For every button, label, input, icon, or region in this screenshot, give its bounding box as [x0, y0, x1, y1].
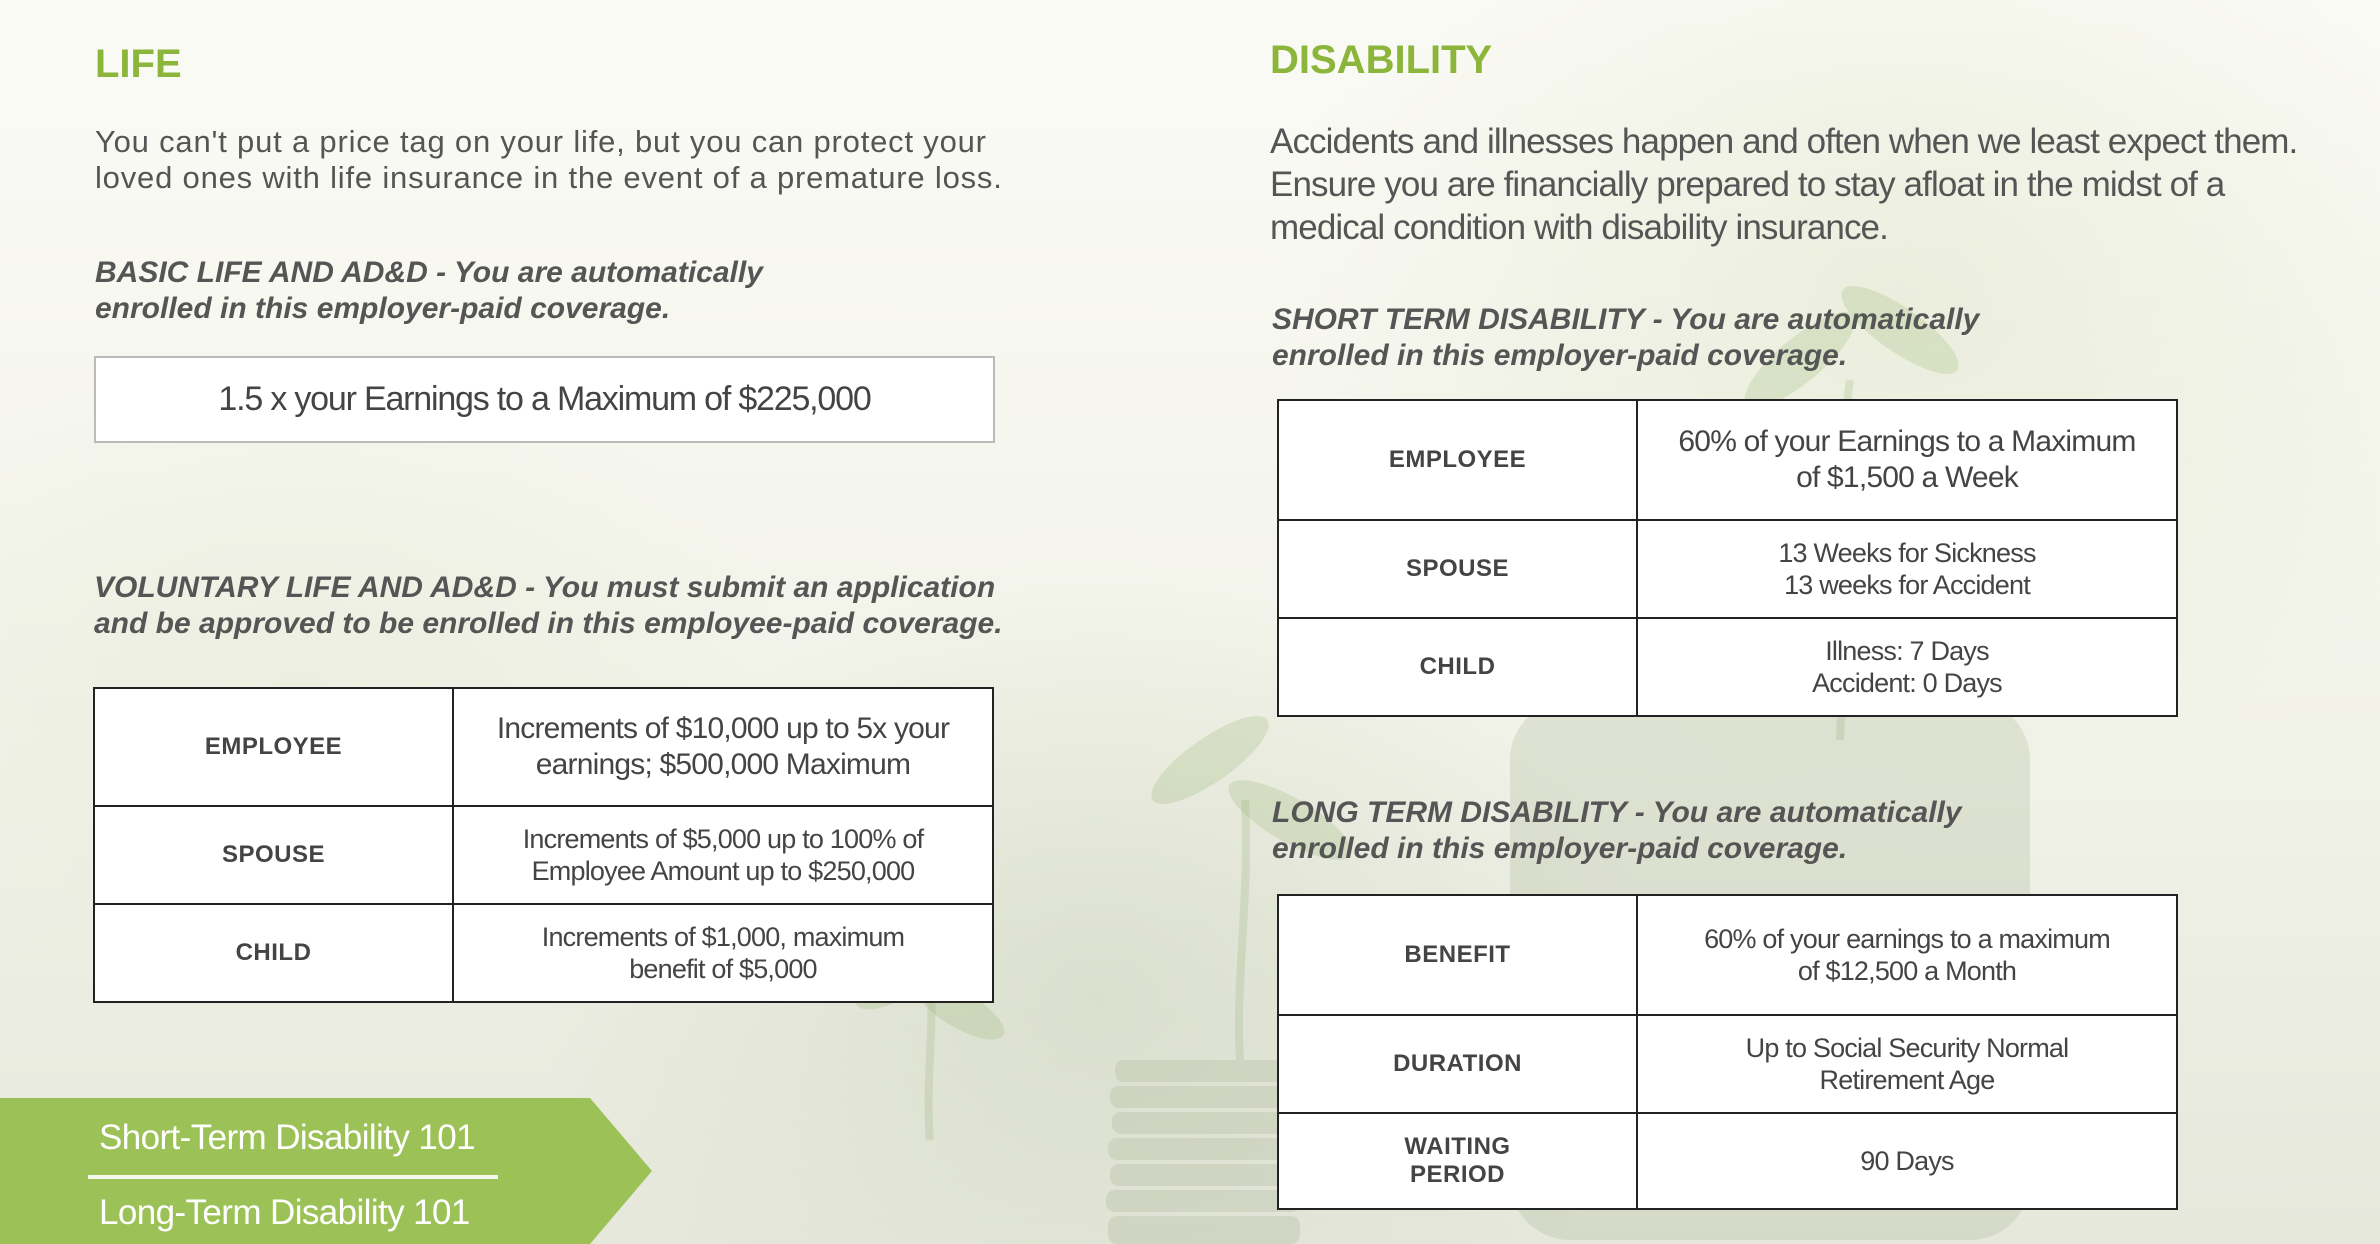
row-label: EMPLOYEE	[1278, 400, 1637, 520]
row-value	[1637, 400, 2177, 520]
value-line-1: 13 Weeks for Sickness	[1778, 538, 2036, 568]
value-line-1: Up to Social Security Normal	[1745, 1033, 2069, 1063]
disability-intro	[1270, 120, 2297, 249]
value-line-1: Increments of $1,000, maximum	[541, 922, 905, 952]
value-line-1: 90 Days	[1860, 1146, 1954, 1176]
label-line-1: DURATION	[1393, 1050, 1522, 1077]
label-line-2: PERIOD	[1409, 1161, 1505, 1188]
disability-intro-line-3: medical condition with disability insurance.	[1270, 208, 1888, 247]
life-title: LIFE	[95, 42, 182, 86]
nav-divider	[88, 1175, 498, 1179]
row-value	[1637, 1015, 2177, 1113]
value-line-2: of $12,500 a Month	[1797, 956, 2017, 986]
value-line-1: Increments of $5,000 up to 100% of	[522, 824, 924, 854]
table-row	[94, 904, 993, 1002]
table-row	[1278, 1015, 2177, 1113]
row-value	[1637, 618, 2177, 716]
row-label: CHILD	[94, 904, 453, 1002]
ltd-heading-line-2: enrolled in this employer-paid coverage.	[1272, 832, 1848, 865]
life-intro	[95, 124, 1003, 196]
ltd-heading	[1272, 795, 1962, 867]
row-label: SPOUSE	[1278, 520, 1637, 618]
table-row	[94, 806, 993, 904]
voluntary-life-table	[93, 687, 994, 1003]
table-row	[1278, 400, 2177, 520]
row-value	[453, 904, 993, 1002]
ltd-heading-line-1: LONG TERM DISABILITY - You are automatically	[1272, 796, 1962, 829]
row-label: CHILD	[1278, 618, 1637, 716]
row-value	[1637, 520, 2177, 618]
row-label	[1278, 1113, 1637, 1209]
ltd-table	[1277, 894, 2178, 1210]
value-line-2: Accident: 0 Days	[1812, 668, 2002, 698]
value-line-2: of $1,500 a Week	[1796, 461, 2018, 494]
table-row	[1278, 1113, 2177, 1209]
short-term-disability-101-link[interactable]: Short-Term Disability 101	[99, 1118, 475, 1157]
basic-life-heading	[95, 255, 763, 327]
value-line-1: Illness: 7 Days	[1825, 636, 1989, 666]
row-value	[453, 806, 993, 904]
value-line-2: Retirement Age	[1819, 1065, 1995, 1095]
basic-life-benefit-box	[94, 356, 995, 443]
label-line-1: BENEFIT	[1404, 941, 1511, 968]
value-line-1: 60% of your Earnings to a Maximum	[1678, 425, 2136, 458]
disability-intro-line-2: Ensure you are financially prepared to stay afloat in the midst of a	[1270, 165, 2225, 204]
row-value	[453, 688, 993, 806]
value-line-2: benefit of $5,000	[629, 954, 817, 984]
table-row	[1278, 618, 2177, 716]
row-label: EMPLOYEE	[94, 688, 453, 806]
value-line-2: earnings; $500,000 Maximum	[535, 748, 911, 781]
life-intro-line-2: loved ones with life insurance in the event of a premature loss.	[95, 160, 1003, 195]
row-label	[1278, 895, 1637, 1015]
std-table	[1277, 399, 2178, 717]
row-label: SPOUSE	[94, 806, 453, 904]
table-row	[94, 688, 993, 806]
row-label	[1278, 1015, 1637, 1113]
life-intro-line-1: You can't put a price tag on your life, but you can protect your	[95, 124, 987, 159]
value-line-1: 60% of your earnings to a maximum	[1704, 924, 2110, 954]
disability-title: DISABILITY	[1270, 38, 1493, 82]
row-value	[1637, 895, 2177, 1015]
value-line-2: 13 weeks for Accident	[1784, 570, 2030, 600]
basic-life-heading-line-2: enrolled in this employer-paid coverage.	[95, 292, 671, 325]
table-row	[1278, 520, 2177, 618]
basic-life-benefit: 1.5 x your Earnings to a Maximum of $225,000	[218, 380, 871, 418]
voluntary-life-heading	[94, 570, 1003, 642]
voluntary-life-heading-line-2: and be approved to be enrolled in this employee-paid coverage.	[94, 607, 1003, 640]
long-term-disability-101-link[interactable]: Long-Term Disability 101	[99, 1193, 470, 1232]
label-line-1: WAITING	[1404, 1133, 1511, 1160]
table-row	[1278, 895, 2177, 1015]
std-heading-line-1: SHORT TERM DISABILITY - You are automatically	[1272, 303, 1980, 336]
voluntary-life-heading-line-1: VOLUNTARY LIFE AND AD&D - You must submit an application	[94, 571, 996, 604]
disability-intro-line-1: Accidents and illnesses happen and often when we least expect them.	[1270, 122, 2298, 161]
value-line-1: Increments of $10,000 up to 5x your	[496, 712, 950, 745]
row-value	[1637, 1113, 2177, 1209]
value-line-2: Employee Amount up to $250,000	[531, 856, 915, 886]
std-heading	[1272, 302, 1979, 374]
basic-life-heading-line-1: BASIC LIFE AND AD&D - You are automatically	[95, 256, 763, 289]
std-heading-line-2: enrolled in this employer-paid coverage.	[1272, 339, 1848, 372]
